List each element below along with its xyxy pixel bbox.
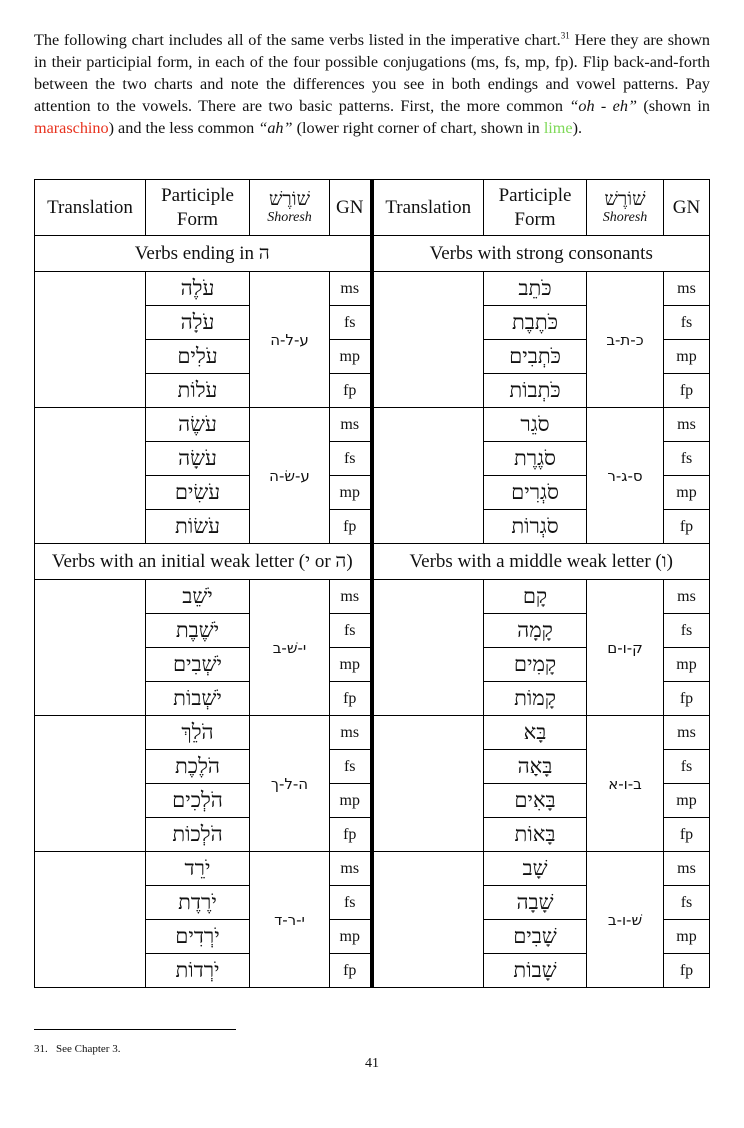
participle-form: הֹלֵךְ xyxy=(146,716,250,750)
footnote-rule xyxy=(34,1029,236,1030)
participle-form: בָּאִים xyxy=(484,784,587,818)
gender-number: ms xyxy=(664,580,710,614)
participle-form: קָמוֹת xyxy=(484,682,587,716)
participle-form: שָׁבָה xyxy=(484,886,587,920)
maraschino-label: maraschino xyxy=(34,119,109,137)
participle-form: יֹרֵד xyxy=(146,852,250,886)
translation-cell xyxy=(372,852,484,988)
table-row xyxy=(35,272,710,306)
shoresh-root: י-שׁ-ב xyxy=(250,580,330,716)
participle-form: סֹגְרִים xyxy=(484,476,587,510)
gn-header: GN xyxy=(330,180,372,236)
shoresh-root: ה-ל-ך xyxy=(250,716,330,852)
gender-number: fs xyxy=(664,442,710,476)
gender-number: fp xyxy=(664,374,710,408)
shoresh-root: ק-ו-ם xyxy=(587,580,664,716)
gender-number: fs xyxy=(330,750,372,784)
gender-number: ms xyxy=(664,272,710,306)
participle-form: הֹלְכוֹת xyxy=(146,818,250,852)
participle-form: בָּאוֹת xyxy=(484,818,587,852)
participle-form: עֹלִים xyxy=(146,340,250,374)
translation-cell xyxy=(372,408,484,544)
gender-number: fp xyxy=(330,954,372,988)
gender-number: mp xyxy=(330,784,372,818)
gender-number: fp xyxy=(664,510,710,544)
gender-number: ms xyxy=(330,272,372,306)
gender-number: mp xyxy=(330,920,372,954)
gender-number: fp xyxy=(330,510,372,544)
participle-header-line1: Participle xyxy=(498,184,572,206)
gender-number: mp xyxy=(330,340,372,374)
participle-form: בָּא xyxy=(484,716,587,750)
participle-form: עֹשָׂה xyxy=(146,442,250,476)
participle-header xyxy=(484,180,587,236)
participle-header-line1: Participle xyxy=(161,184,234,206)
footnote-ref: 31 xyxy=(560,30,570,41)
gender-number: ms xyxy=(664,716,710,750)
shoresh-root: ע-ל-ה xyxy=(250,272,330,408)
translation-header: Translation xyxy=(35,180,146,236)
gender-number: fp xyxy=(664,818,710,852)
gn-header: GN xyxy=(664,180,710,236)
shoresh-header xyxy=(587,180,664,236)
section-heading-right: Verbs with a middle weak letter (ו) xyxy=(372,544,710,580)
gender-number: mp xyxy=(330,476,372,510)
participle-form: כֹּתְבִים xyxy=(484,340,587,374)
participle-chart xyxy=(34,179,710,988)
participle-form: הֹלְכִים xyxy=(146,784,250,818)
gender-number: mp xyxy=(330,648,372,682)
gender-number: mp xyxy=(664,340,710,374)
gender-number: fs xyxy=(330,614,372,648)
participle-form: יֹרְדִים xyxy=(146,920,250,954)
participle-form: הֹלֶכֶת xyxy=(146,750,250,784)
participle-header-line2: Form xyxy=(514,208,556,230)
translation-cell xyxy=(372,716,484,852)
shoresh-header xyxy=(250,180,330,236)
gender-number: fs xyxy=(330,306,372,340)
section-heading-left: Verbs with an initial weak letter (י or ה) xyxy=(35,544,372,580)
gender-number: ms xyxy=(330,716,372,750)
participle-form: שָׁבִים xyxy=(484,920,587,954)
participle-form: שָׁב xyxy=(484,852,587,886)
participle-form: עֹלוֹת xyxy=(146,374,250,408)
participle-form: יֹרְדוֹת xyxy=(146,954,250,988)
participle-form: יֹשְׁבוֹת xyxy=(146,682,250,716)
intro-paragraph: The following chart includes all of the same verbs listed in the imperative chart.$^{31}$ Here they are shown in their participial form, in each of the four possible conjugations (ms, fs, mp, fp). Flip back-and-forth between the two charts and note the differences you see in both endings and vowel patterns. Pay attention to the vowels. There are two basic patterns. First, the more common “oh - eh” (shown in maraschino) and the less common “ah” (lower right corner of chart, shown in lime). xyxy=(34,30,710,137)
participle-form: יֹשְׁבִים xyxy=(146,648,250,682)
table-row xyxy=(35,408,710,442)
participle-form: סֹגֵר xyxy=(484,408,587,442)
translation-cell xyxy=(372,272,484,408)
table-row xyxy=(35,716,710,750)
gender-number: fp xyxy=(330,818,372,852)
gender-number: ms xyxy=(664,408,710,442)
gender-number: fp xyxy=(664,682,710,716)
gender-number: mp xyxy=(664,648,710,682)
gender-number: fs xyxy=(664,614,710,648)
participle-form: בָּאָה xyxy=(484,750,587,784)
shoresh-label: Shoresh xyxy=(602,209,648,225)
gender-number: ms xyxy=(664,852,710,886)
participle-form: שָׁבוֹת xyxy=(484,954,587,988)
shoresh-root: ס-ג-ר xyxy=(587,408,664,544)
gender-number: ms xyxy=(330,580,372,614)
translation-cell xyxy=(35,580,146,716)
participle-header-line2: Form xyxy=(176,208,219,230)
table-row xyxy=(35,580,710,614)
gender-number: fs xyxy=(330,886,372,920)
gender-number: ms xyxy=(330,408,372,442)
participle-form: עֹלָה xyxy=(146,306,250,340)
participle-form: כֹּתְבוֹת xyxy=(484,374,587,408)
translation-cell xyxy=(372,580,484,716)
shoresh-root: שׁ-ו-ב xyxy=(587,852,664,988)
gender-number: mp xyxy=(664,784,710,818)
page-number: 41 xyxy=(365,1056,379,1071)
participle-form: סֹגְרוֹת xyxy=(484,510,587,544)
participle-form: יֹשֶׁבֶת xyxy=(146,614,250,648)
participle-form: כֹּתֵב xyxy=(484,272,587,306)
participle-form: עֹלֶה xyxy=(146,272,250,306)
participle-form: יֹשֵׁב xyxy=(146,580,250,614)
gender-number: fp xyxy=(330,682,372,716)
participle-form: עֹשׂוֹת xyxy=(146,510,250,544)
participle-form: כֹּתֶבֶת xyxy=(484,306,587,340)
gender-number: mp xyxy=(664,476,710,510)
shoresh-hebrew: שׁוֹרֶשׁ xyxy=(268,188,311,210)
participle-header xyxy=(146,180,250,236)
gender-number: mp xyxy=(664,920,710,954)
participle-form: יֹרֶדֶת xyxy=(146,886,250,920)
participle-form: עֹשֶׂה xyxy=(146,408,250,442)
lime-label: lime xyxy=(543,119,573,137)
participle-form: סֹגֶרֶת xyxy=(484,442,587,476)
footnote: 31. See Chapter 3. xyxy=(34,1043,121,1055)
shoresh-root: כ-ת-ב xyxy=(587,272,664,408)
shoresh-root: ב-ו-א xyxy=(587,716,664,852)
translation-cell xyxy=(35,852,146,988)
gender-number: fp xyxy=(664,954,710,988)
participle-form: עֹשִׂים xyxy=(146,476,250,510)
section-heading-right: Verbs with strong consonants xyxy=(372,236,710,272)
translation-cell xyxy=(35,272,146,408)
shoresh-root: ע-שׂ-ה xyxy=(250,408,330,544)
gender-number: fp xyxy=(330,374,372,408)
gender-number: fs xyxy=(664,750,710,784)
translation-cell xyxy=(35,716,146,852)
translation-header: Translation xyxy=(372,180,484,236)
gender-number: fs xyxy=(664,886,710,920)
section-heading-left: Verbs ending in ה xyxy=(35,236,372,272)
participle-form: קָם xyxy=(484,580,587,614)
shoresh-hebrew: שׁוֹרֶשׁ xyxy=(604,188,646,210)
shoresh-label: Shoresh xyxy=(267,209,312,225)
participle-form: קָמִים xyxy=(484,648,587,682)
gender-number: fs xyxy=(330,442,372,476)
gender-number: fs xyxy=(664,306,710,340)
gender-number: ms xyxy=(330,852,372,886)
translation-cell xyxy=(35,408,146,544)
table-row xyxy=(35,852,710,886)
shoresh-root: י-ר-ד xyxy=(250,852,330,988)
participle-form: קָמָה xyxy=(484,614,587,648)
